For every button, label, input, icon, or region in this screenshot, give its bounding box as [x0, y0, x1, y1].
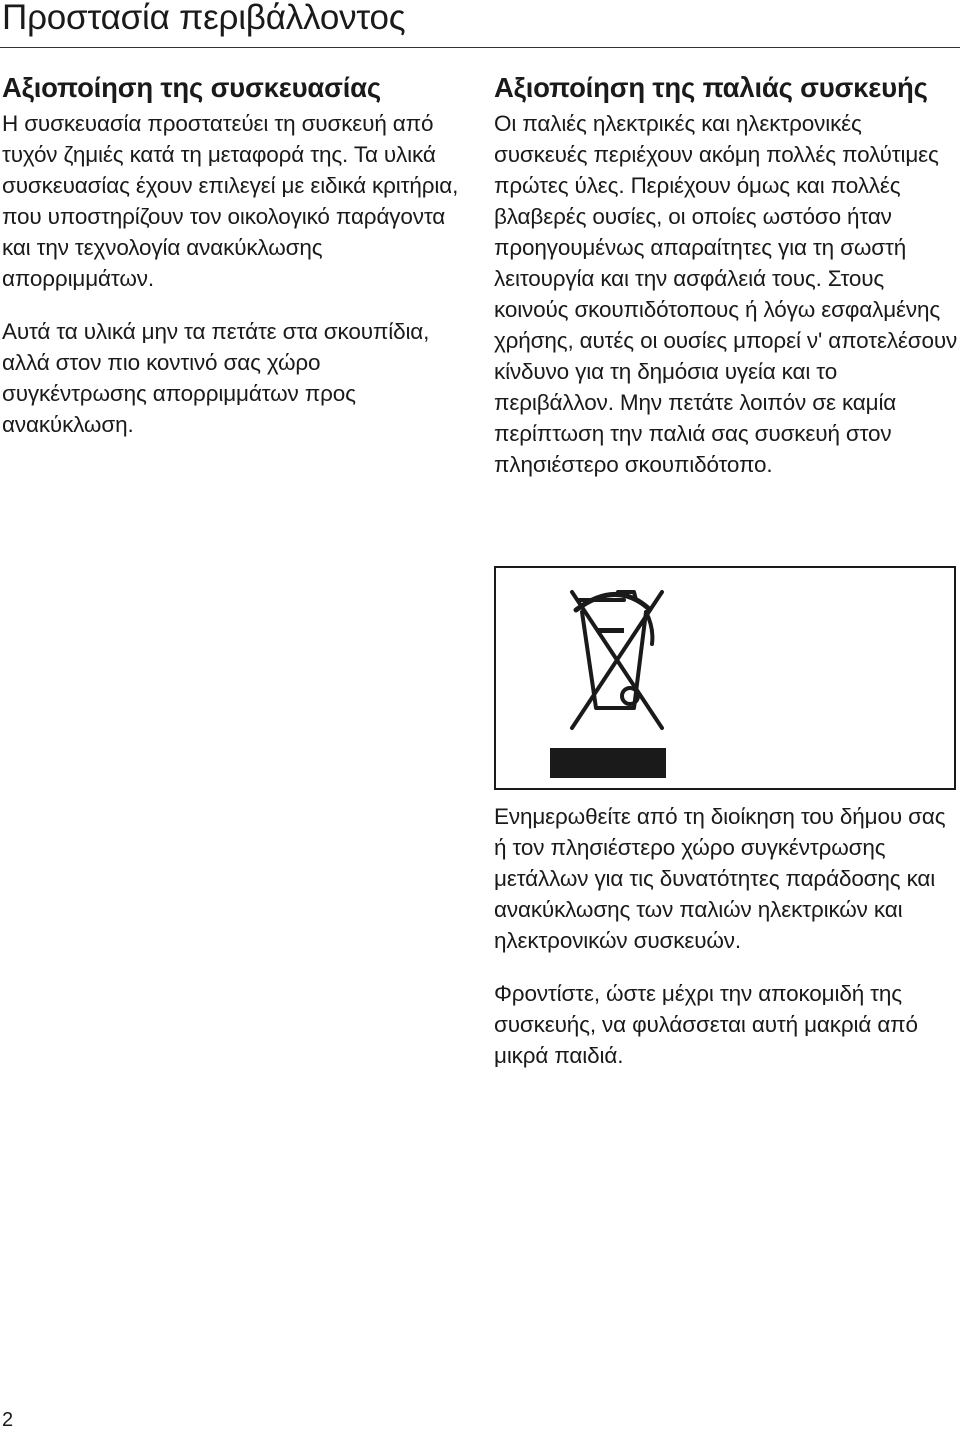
paragraph-old-appliance-2: Ενημερωθείτε από τη διοίκηση του δήμου σας ή τον πλησιέστερο χώρο συγκέντρωσης μετάλλων για τις δυνατότητες παράδοσης και ανακύκλωσης των παλιών ηλεκτρικών και ηλεκτρονικών συσκευών. [494, 804, 946, 953]
section-heading-old-appliance: Αξιοποίηση της παλιάς συσκευής [494, 72, 928, 103]
paragraph-packaging-1: Η συσκευασία προστατεύει τη συσκευή από τυχόν ζημιές κατά τη μεταφορά της. Τα υλικά συσκευασίας έχουν επιλεγεί με ειδικά κριτήρια, που υποστηρίζουν τον οικολογικό παράγοντα και την τεχνολογία ανακύκλωσης απορριμμάτων. [2, 111, 459, 291]
paragraph-old-appliance-1: Οι παλιές ηλεκτρικές και ηλεκτρονικές συσκευές περιέχουν ακόμη πολλές πολύτιμες πρώτες ύλες. Περιέχουν όμως και πολλές βλαβερές ουσίες, οι οποίες ωστόσο ήταν προηγουμένως απαραίτητες για τη σωστή λειτουργία και την ασφάλειά τους. Στους κοινούς σκουπιδότοπους ή λόγω εσφαλμένης χρήσης, αυτές οι ουσίες μπορεί ν' αποτελέσουν κίνδυνο για τη δημόσια υγεία και το περιβάλλον. Μην πετάτε λοιπόν σε καμία περίπτωση την παλιά σας συσκευή στον πλησιέστερο σκουπιδότοπο. [494, 111, 958, 477]
section-old-appliance [494, 72, 960, 502]
weee-black-bar [550, 748, 666, 778]
title-divider [0, 47, 960, 48]
paragraph-old-appliance-3: Φροντίστε, ώστε μέχρι την αποκομιδή της συσκευής, να φυλάσσεται αυτή μακριά από μικρά παιδιά. [494, 981, 918, 1068]
weee-symbol-frame [494, 566, 956, 790]
section-old-appliance-continued [494, 801, 960, 1093]
section-heading-packaging: Αξιοποίηση της συσκευασίας [2, 72, 381, 103]
section-packaging [2, 72, 462, 462]
crossed-out-wheelie-bin-icon [496, 568, 954, 788]
paragraph-packaging-2: Αυτά τα υλικά μην τα πετάτε στα σκουπίδια, αλλά στον πιο κοντινό σας χώρο συγκέντρωσης απορριμμάτων προς ανακύκλωση. [2, 319, 430, 437]
page-number: 2 [2, 1409, 14, 1431]
page-title: Προστασία περιβάλλοντος [2, 0, 406, 37]
